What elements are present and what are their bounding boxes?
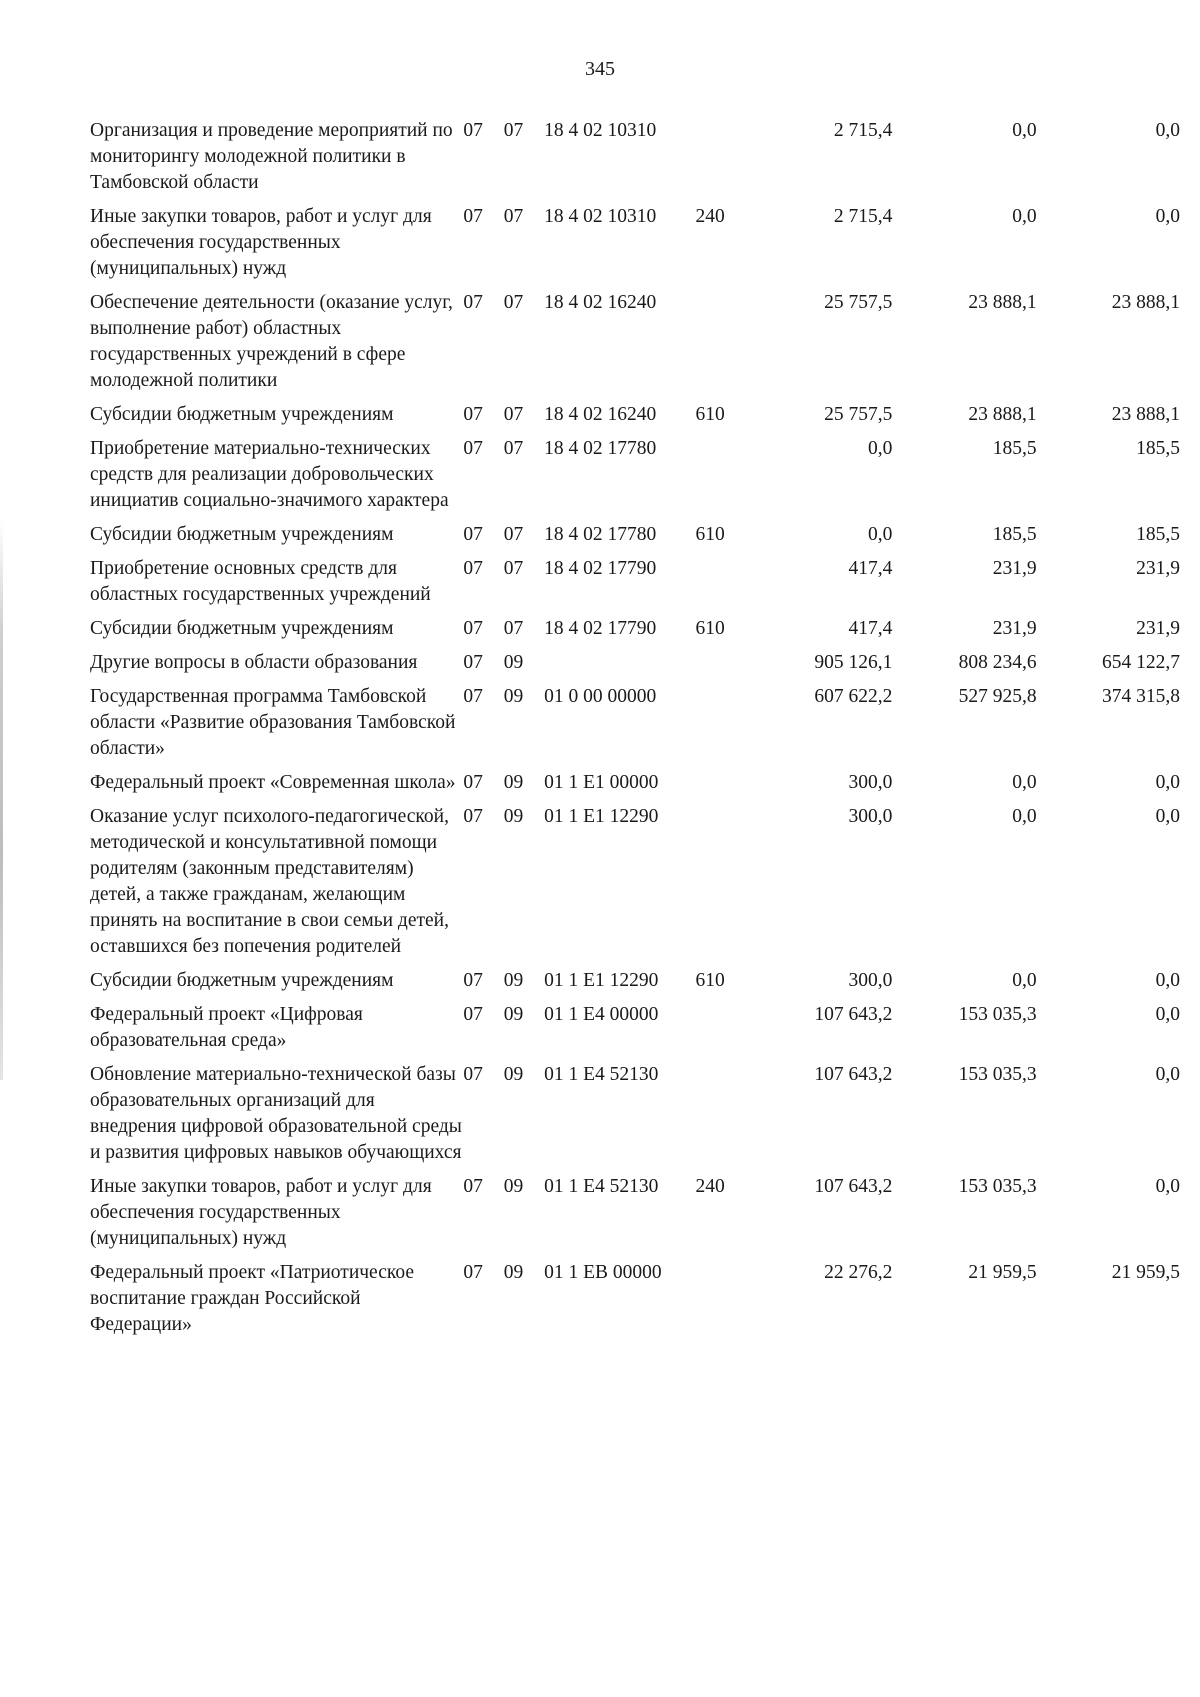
row-subsection: 07	[503, 618, 524, 639]
row-target-code: 01 1 E1 00000	[544, 772, 659, 793]
budget-table-body	[90, 118, 1180, 1346]
row-name: Субсидии бюджетным учреждениям	[90, 618, 394, 639]
row-amount-2: 185,5	[992, 438, 1037, 459]
row-amount-3: 185,5	[1136, 524, 1180, 545]
row-name: Субсидии бюджетным учреждениям	[90, 404, 394, 425]
row-section: 07	[463, 1064, 483, 1085]
row-expense-type	[696, 1062, 757, 1174]
row-name: Другие вопросы в области образования	[90, 652, 418, 673]
row-amount-3: 23 888,1	[1111, 404, 1180, 425]
row-expense-type	[696, 290, 757, 402]
row-section: 07	[463, 806, 483, 827]
row-amount-2: 231,9	[992, 618, 1037, 639]
row-amount-1: 417,4	[848, 558, 893, 579]
row-target-code	[544, 650, 695, 684]
row-amount-2: 153 035,3	[958, 1064, 1037, 1085]
table-row	[90, 402, 1180, 436]
row-expense-type: 610	[695, 524, 725, 545]
row-section: 07	[463, 404, 483, 425]
row-amount-2: 527 925,8	[958, 686, 1037, 707]
row-subsection: 09	[503, 1176, 524, 1197]
row-target-code: 01 1 E1 12290	[544, 806, 659, 827]
scan-edge-artifact	[0, 520, 3, 1080]
row-amount-3: 0,0	[1155, 806, 1180, 827]
row-subsection: 09	[503, 686, 524, 707]
row-amount-1: 2 715,4	[833, 120, 893, 141]
row-amount-2: 0,0	[1012, 970, 1037, 991]
row-amount-3: 654 122,7	[1102, 652, 1180, 673]
row-name: Субсидии бюджетным учреждениям	[90, 524, 394, 545]
row-amount-1: 25 757,5	[824, 404, 893, 425]
row-amount-3: 0,0	[1155, 1064, 1180, 1085]
row-amount-3: 21 959,5	[1111, 1262, 1180, 1283]
row-target-code: 18 4 02 17780	[544, 524, 657, 545]
row-amount-3: 23 888,1	[1111, 292, 1180, 313]
row-section: 07	[463, 1262, 483, 1283]
row-target-code: 18 4 02 16240	[544, 404, 657, 425]
table-row	[90, 650, 1180, 684]
table-row	[90, 1260, 1180, 1346]
row-amount-2: 0,0	[1012, 806, 1037, 827]
row-amount-1: 905 126,1	[814, 652, 893, 673]
row-expense-type: 240	[695, 1176, 725, 1197]
row-expense-type	[696, 804, 757, 968]
row-amount-1: 0,0	[867, 524, 893, 545]
row-expense-type	[696, 118, 757, 204]
row-section: 07	[463, 1176, 483, 1197]
row-amount-3: 0,0	[1155, 1004, 1180, 1025]
row-subsection: 09	[503, 1064, 524, 1085]
row-amount-2: 185,5	[992, 524, 1037, 545]
row-amount-3: 0,0	[1155, 1176, 1180, 1197]
row-target-code: 18 4 02 10310	[544, 120, 657, 141]
row-expense-type	[696, 556, 757, 616]
table-row	[90, 804, 1180, 968]
row-name: Организация и проведение мероприятий по мониторингу молодежной политики в Тамбовской области	[90, 120, 453, 193]
row-expense-type: 610	[695, 618, 725, 639]
row-amount-1: 2 715,4	[833, 206, 893, 227]
row-subsection: 07	[503, 120, 524, 141]
table-row	[90, 204, 1180, 290]
row-target-code: 01 1 E4 52130	[544, 1064, 659, 1085]
row-name: Обновление материально-технической базы образовательных организаций для внедрения цифровой образовательной среды и развития цифровых навыков обучающихся	[90, 1064, 462, 1163]
row-target-code: 01 1 E4 00000	[544, 1004, 659, 1025]
row-expense-type	[696, 1260, 757, 1346]
row-amount-3: 0,0	[1155, 772, 1180, 793]
row-section: 07	[463, 524, 483, 545]
row-amount-1: 0,0	[867, 438, 893, 459]
row-section: 07	[463, 438, 483, 459]
row-section: 07	[463, 120, 483, 141]
table-row	[90, 1062, 1180, 1174]
row-amount-3: 185,5	[1136, 438, 1180, 459]
row-subsection: 07	[503, 524, 524, 545]
row-amount-1: 300,0	[848, 970, 893, 991]
page-number: 345	[585, 58, 615, 80]
row-amount-3: 231,9	[1136, 618, 1180, 639]
row-amount-2: 153 035,3	[958, 1176, 1037, 1197]
row-section: 07	[463, 686, 483, 707]
table-row	[90, 290, 1180, 402]
row-amount-2: 0,0	[1012, 772, 1037, 793]
row-section: 07	[463, 618, 483, 639]
row-name: Обеспечение деятельности (оказание услуг, выполнение работ) областных государственных учреждений в сфере молодежной политики	[90, 292, 453, 391]
row-amount-1: 300,0	[848, 772, 893, 793]
row-amount-1: 107 643,2	[814, 1064, 893, 1085]
row-target-code: 01 1 EB 00000	[544, 1262, 662, 1283]
row-target-code: 18 4 02 17790	[544, 558, 657, 579]
row-name: Федеральный проект «Современная школа»	[90, 772, 456, 793]
row-section: 07	[463, 206, 483, 227]
row-expense-type: 240	[695, 206, 725, 227]
table-row	[90, 968, 1180, 1002]
row-amount-2: 0,0	[1012, 120, 1037, 141]
row-amount-2: 21 959,5	[968, 1262, 1037, 1283]
row-subsection: 07	[503, 206, 524, 227]
row-section: 07	[463, 652, 483, 673]
row-expense-type: 610	[695, 970, 725, 991]
row-amount-3: 374 315,8	[1102, 686, 1180, 707]
row-name: Федеральный проект «Цифровая образовательная среда»	[90, 1004, 363, 1051]
row-amount-3: 0,0	[1155, 120, 1180, 141]
row-expense-type	[696, 1002, 757, 1062]
row-amount-2: 231,9	[992, 558, 1037, 579]
row-amount-1: 22 276,2	[824, 1262, 893, 1283]
row-subsection: 09	[503, 806, 524, 827]
row-amount-1: 107 643,2	[814, 1176, 893, 1197]
row-subsection: 09	[503, 1262, 524, 1283]
row-amount-3: 231,9	[1136, 558, 1180, 579]
row-target-code: 18 4 02 17790	[544, 618, 657, 639]
row-section: 07	[463, 292, 483, 313]
row-subsection: 09	[503, 652, 524, 673]
table-row	[90, 1174, 1180, 1260]
row-section: 07	[463, 1004, 483, 1025]
row-name: Иные закупки товаров, работ и услуг для обеспечения государственных (муниципальных) нужд	[90, 206, 432, 279]
row-target-code: 18 4 02 17780	[544, 438, 657, 459]
row-amount-3: 0,0	[1155, 206, 1180, 227]
row-name: Оказание услуг психолого-педагогической, методической и консультативной помощи родителям (законным представителям) детей, а также гражданам, желающим принять на воспитание в свои семьи детей, оставшихся без попечения родителей	[90, 806, 449, 957]
row-target-code: 01 1 E1 12290	[544, 970, 659, 991]
table-row	[90, 684, 1180, 770]
row-amount-1: 25 757,5	[824, 292, 893, 313]
row-name: Приобретение основных средств для областных государственных учреждений	[90, 558, 431, 605]
row-expense-type	[696, 770, 757, 804]
row-amount-1: 107 643,2	[814, 1004, 893, 1025]
row-name: Иные закупки товаров, работ и услуг для обеспечения государственных (муниципальных) нужд	[90, 1176, 432, 1249]
row-section: 07	[463, 558, 483, 579]
row-section: 07	[463, 970, 483, 991]
table-row	[90, 556, 1180, 616]
row-subsection: 07	[503, 558, 524, 579]
row-expense-type	[696, 684, 757, 770]
table-row	[90, 522, 1180, 556]
row-target-code: 18 4 02 10310	[544, 206, 657, 227]
table-row	[90, 616, 1180, 650]
row-section: 07	[463, 772, 483, 793]
row-amount-3: 0,0	[1155, 970, 1180, 991]
row-subsection: 07	[503, 438, 524, 459]
table-row	[90, 1002, 1180, 1062]
row-amount-2: 153 035,3	[958, 1004, 1037, 1025]
row-amount-2: 0,0	[1012, 206, 1037, 227]
table-row	[90, 118, 1180, 204]
row-target-code: 18 4 02 16240	[544, 292, 657, 313]
row-amount-1: 300,0	[848, 806, 893, 827]
row-subsection: 09	[503, 1004, 524, 1025]
row-target-code: 01 0 00 00000	[544, 686, 657, 707]
row-subsection: 09	[503, 772, 524, 793]
row-subsection: 09	[503, 970, 524, 991]
row-name: Государственная программа Тамбовской области «Развитие образования Тамбовской области»	[90, 686, 456, 759]
table-row	[90, 770, 1180, 804]
table-row	[90, 436, 1180, 522]
row-name: Приобретение материально-технических средств для реализации добровольческих инициатив социально-значимого характера	[90, 438, 449, 511]
row-amount-2: 23 888,1	[968, 292, 1037, 313]
row-amount-1: 417,4	[848, 618, 893, 639]
row-expense-type	[696, 650, 757, 684]
row-target-code: 01 1 E4 52130	[544, 1176, 659, 1197]
row-name: Субсидии бюджетным учреждениям	[90, 970, 394, 991]
row-name: Федеральный проект «Патриотическое воспитание граждан Российской Федерации»	[90, 1262, 414, 1335]
row-subsection: 07	[503, 404, 524, 425]
row-expense-type: 610	[695, 404, 725, 425]
budget-table	[90, 118, 1180, 1346]
row-amount-1: 607 622,2	[814, 686, 893, 707]
row-expense-type	[696, 436, 757, 522]
row-subsection: 07	[503, 292, 524, 313]
row-amount-2: 23 888,1	[968, 404, 1037, 425]
row-amount-2: 808 234,6	[958, 652, 1037, 673]
